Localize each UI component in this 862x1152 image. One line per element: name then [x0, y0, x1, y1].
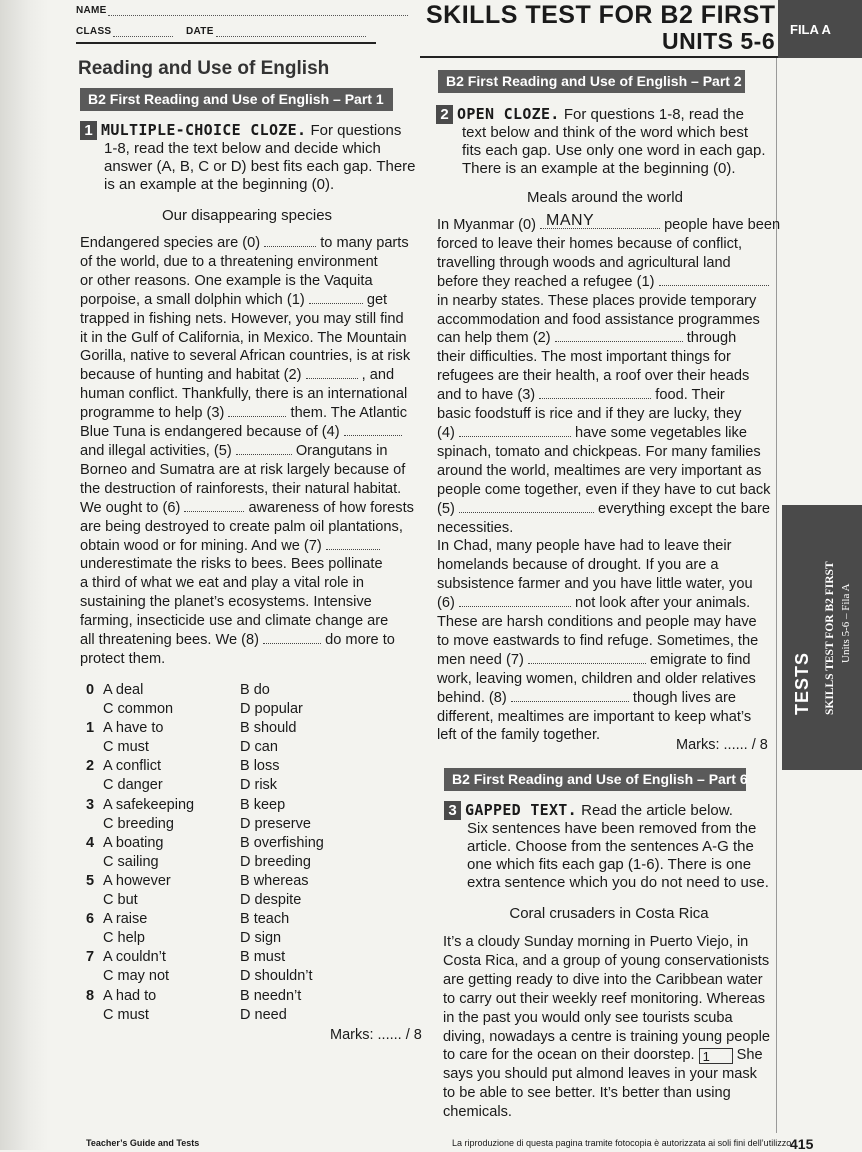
option-d[interactable]: D shouldn’t: [240, 968, 313, 985]
part1-text-line: all threatening bees. We (8) do more to: [80, 632, 395, 649]
part1-text-line: farming, insecticide use and climate change are: [80, 613, 389, 630]
option-d[interactable]: D breeding: [240, 853, 311, 870]
option-c[interactable]: C must: [103, 1006, 149, 1023]
part2-bar: B2 First Reading and Use of English – Part 2: [438, 70, 745, 93]
answer-gap[interactable]: [459, 424, 571, 437]
part1-text-line: Blue Tuna is endangered because of (4): [80, 423, 415, 442]
option-b[interactable]: B should: [240, 720, 297, 737]
part2-text-line: before they reached a refugee (1): [437, 273, 772, 292]
part1-text-line: Endangered species are (0) to many parts: [80, 235, 409, 251]
part2-text: [437, 212, 781, 745]
option-b[interactable]: B loss: [240, 758, 280, 775]
answer-gap[interactable]: [184, 499, 244, 512]
part2-text-line: These are harsh conditions and people may have: [437, 614, 757, 631]
footer-left: Teacher’s Guide and Tests: [86, 1138, 200, 1148]
answer-gap[interactable]: [263, 631, 321, 644]
header-rule: [76, 42, 376, 44]
question-number: 7: [86, 949, 95, 966]
page-number: 415: [790, 1136, 814, 1152]
part1-text-line: it in the Gulf of California, in Mexico. The Mountain: [80, 329, 407, 346]
date-field[interactable]: [216, 36, 366, 37]
part1-bar: B2 First Reading and Use of English – Part 1: [80, 88, 393, 111]
part2-text-line: people come together, even if they have to cut back: [437, 481, 771, 498]
option-d[interactable]: D can: [240, 739, 278, 756]
option-c[interactable]: C help: [103, 930, 145, 947]
part1-text-line: because of hunting and habitat (2) , and: [80, 367, 395, 384]
part2-text-line: basic foodstuff is rice and if they are lucky, they: [437, 406, 742, 423]
option-d[interactable]: D sign: [240, 930, 282, 947]
part2-text-line: travelling through woods and agricultural land: [437, 254, 731, 271]
answer-gap[interactable]: [659, 273, 769, 286]
answer-gap[interactable]: [309, 291, 363, 304]
question-number: 5: [86, 873, 95, 889]
part6-task-head: GAPPED TEXT.: [465, 801, 577, 819]
option-c[interactable]: C danger: [103, 777, 163, 794]
part2-number: 2: [436, 105, 453, 124]
part1-text-line: programme to help (3) them. The Atlantic: [80, 405, 408, 422]
class-field[interactable]: [113, 36, 173, 37]
option-d[interactable]: D need: [240, 1006, 287, 1023]
part2-task-head: OPEN CLOZE.: [457, 105, 560, 123]
answer-gap[interactable]: [264, 234, 316, 247]
part2-text-line: left of the family together.: [437, 727, 601, 744]
part1-text-line: are being destroyed to create palm oil plantations,: [80, 518, 403, 535]
part6-number: 3: [444, 801, 461, 820]
part1-text-line: protect them.: [80, 650, 166, 667]
name-label: NAME: [76, 5, 107, 16]
question-number: 0: [86, 682, 95, 698]
part2-text-line: homelands because of drought. If you are a: [437, 557, 719, 574]
option-d[interactable]: D preserve: [240, 815, 311, 832]
part2-text-line: necessities.: [437, 519, 514, 536]
option-c[interactable]: C but: [103, 892, 138, 908]
option-a[interactable]: A couldn’t: [103, 949, 166, 966]
part1-text: [80, 234, 415, 669]
binding-shadow: [0, 0, 48, 1150]
part1-marks: Marks: ...... / 8: [330, 1027, 422, 1043]
option-c[interactable]: C breeding: [103, 815, 174, 832]
side-tab-line1: SKILLS TEST FOR B2 FIRST: [824, 561, 836, 715]
question-number: 4: [86, 834, 95, 851]
part2-text-line: refugees are their health, a roof over their heads: [437, 368, 750, 385]
part2-text-line: their difficulties. The most important things for: [437, 349, 731, 366]
header-rule-right: [420, 56, 778, 58]
part1-text-line: human conflict. Thankfully, there is an international: [80, 386, 408, 403]
answer-gap[interactable]: [539, 386, 651, 399]
example-answer: MANY: [546, 212, 595, 229]
option-b[interactable]: B overfishing: [240, 834, 324, 851]
part2-text-line: behind. (8) though lives are: [437, 689, 736, 706]
option-b[interactable]: B teach: [240, 911, 290, 928]
name-field[interactable]: [108, 15, 408, 16]
part1-text-line: Gorilla, native to several African countries, is at risk: [80, 348, 411, 365]
question-number: 6: [86, 911, 95, 928]
part1-text-line: We ought to (6) awareness of how forests: [80, 499, 414, 516]
part1-text-line: sustaining the planet’s ecosystems. Intensive: [80, 594, 372, 611]
units-title: UNITS 5-6: [662, 28, 776, 54]
option-a[interactable]: A deal: [103, 682, 144, 698]
option-c[interactable]: C common: [103, 701, 174, 717]
option-c[interactable]: C sailing: [103, 853, 159, 870]
answer-gap[interactable]: [306, 366, 358, 379]
part2-text-line: work, leaving women, children and older relatives: [437, 670, 756, 687]
side-tab: [782, 505, 862, 770]
part1-instructions: 1 MULTIPLE-CHOICE CLOZE. For questions 1-8, read the text below and decide which answer (A, B, C or D) best fits each gap. There is an example at the beginning (0).: [80, 121, 420, 194]
part2-text-line: around the world, mealtimes are very important as: [437, 462, 762, 479]
answer-gap[interactable]: [511, 689, 629, 702]
option-a[interactable]: A raise: [103, 911, 148, 928]
question-number: 8: [86, 987, 95, 1004]
part2-text-line: in nearby states. These places provide temporary: [437, 292, 757, 309]
part2-text-line: different, mealtimes are important to keep what’s: [437, 708, 752, 725]
part2-text-line: In Chad, many people have had to leave their: [437, 538, 732, 555]
part2-article-title: Meals around the world: [527, 189, 683, 206]
part2-text-line: men need (7) emigrate to find: [437, 651, 751, 668]
answer-gap[interactable]: [459, 500, 594, 513]
option-d[interactable]: D popular: [240, 701, 303, 717]
answer-gap[interactable]: [528, 651, 646, 664]
part1-text-line: underestimate the risks to bees. Bees pollinate: [80, 556, 383, 573]
option-d[interactable]: D risk: [240, 777, 278, 794]
question-number: 2: [86, 758, 95, 775]
part6-bar: B2 First Reading and Use of English – Part 6: [444, 768, 746, 791]
option-b[interactable]: B needn’t: [240, 987, 302, 1004]
part6-text: It’s a cloudy Sunday morning in Puerto Viejo, in Costa Rica, and a group of young conservationists are getting ready to dive into the Caribbean water to carry out their weekly reef monitoring. Whereas in the past you would only see tourists scuba diving, nowadays a centre is training young people to care for the ocean on their doorstep. 1 She says you should put almond leaves in your mask to be able to see better. It’s better than using chemicals.: [443, 934, 770, 1121]
footer-center: La riproduzione di questa pagina tramite fotocopia è autorizzata ai soli fini dell’utilizzo: [452, 1138, 792, 1148]
option-b[interactable]: B do: [240, 682, 270, 698]
answer-gap[interactable]: [228, 404, 286, 417]
part1-article-title: Our disappearing species: [161, 207, 333, 224]
part2-text-line: and to have (3) food. Their: [437, 387, 725, 404]
part1-text-line: or other reasons. One example is the Vaquita: [80, 272, 373, 289]
date-label: DATE: [186, 26, 214, 37]
fila-badge: FILA A: [778, 0, 862, 58]
part1-text-line: trapped in fishing nets. However, you may still find: [80, 310, 404, 327]
part2-text-line: forced to leave their homes because of conflict,: [437, 235, 743, 252]
answer-gap[interactable]: [555, 329, 683, 342]
test-title: SKILLS TEST FOR B2 FIRST: [426, 1, 776, 29]
part2-text-line: subsistence farmer and you have little water, you: [437, 576, 753, 593]
part1-text-line: and illegal activities, (5) Orangutans in: [80, 442, 388, 459]
part1-text-line: the destruction of rainforests, their natural habitat.: [80, 480, 402, 497]
class-label: CLASS: [76, 26, 112, 37]
option-a[interactable]: A boating: [103, 834, 164, 851]
part2-text-line: spinach, tomato and chickpeas. For many families: [437, 443, 761, 460]
part1-text-line: of the world, due to a threatening environment: [80, 253, 378, 270]
part1-number: 1: [80, 121, 97, 140]
option-c[interactable]: C must: [103, 739, 149, 756]
option-d[interactable]: D despite: [240, 892, 302, 908]
question-number: 1: [86, 720, 95, 737]
answer-gap[interactable]: [344, 423, 402, 436]
part6-instructions: 3 GAPPED TEXT. Read the article below. Six sentences have been removed from the article. Choose from the sentences A-G the one which fits each gap (1-6). There is one extra sentence which you do not need to use.: [444, 801, 776, 892]
part2-marks: Marks: ...... / 8: [676, 737, 768, 753]
option-b[interactable]: B whereas: [240, 873, 309, 889]
side-tab-tests: TESTS: [792, 651, 812, 715]
part2-text-line: to move eastwards to find refuge. Sometimes, the: [437, 632, 759, 649]
section-title: Reading and Use of English: [78, 58, 330, 79]
answer-gap[interactable]: [540, 212, 660, 229]
part2-text-line: accommodation and food assistance programmes: [437, 311, 760, 328]
option-a[interactable]: A safekeeping: [103, 796, 195, 813]
side-tab-line2: Units 5-6 – Fila A: [840, 583, 852, 663]
part1-text-line: a third of what we eat and play a vital role in: [80, 575, 364, 592]
part2-text-line: (6) not look after your animals.: [437, 595, 751, 612]
question-number: 3: [86, 796, 95, 813]
part1-text-line: porpoise, a small dolphin which (1) get: [80, 291, 388, 308]
part2-instructions: 2 OPEN CLOZE. For questions 1-8, read the text below and think of the word which best fits each gap. Use only one word in each gap. There is an example at the beginning (0).: [436, 105, 776, 178]
part2-text-line: can help them (2) through: [437, 330, 737, 347]
part1-text-line: Borneo and Sumatra are at risk largely because of: [80, 461, 406, 478]
option-a[interactable]: A have to: [103, 720, 164, 737]
part1-text-line: obtain wood or for mining. And we (7): [80, 537, 415, 556]
answer-gap[interactable]: [236, 442, 292, 455]
part2-text-line: (5) everything except the bare: [437, 500, 770, 517]
option-a[interactable]: A however: [103, 873, 171, 889]
option-a[interactable]: A had to: [103, 987, 157, 1004]
part6-article-title: Coral crusaders in Costa Rica: [509, 905, 709, 922]
answer-gap[interactable]: [326, 537, 380, 550]
answer-gap[interactable]: [459, 594, 571, 607]
option-b[interactable]: B must: [240, 949, 286, 966]
option-a[interactable]: A conflict: [103, 758, 162, 775]
part2-text-line: In Myanmar (0) MANY people have been: [437, 212, 781, 233]
gap-1-answer-box[interactable]: 1: [699, 1048, 733, 1064]
option-b[interactable]: B keep: [240, 796, 286, 813]
part2-text-line: (4) have some vegetables like: [437, 424, 747, 441]
option-c[interactable]: C may not: [103, 968, 170, 985]
part1-task-head: MULTIPLE-CHOICE CLOZE.: [101, 121, 307, 139]
